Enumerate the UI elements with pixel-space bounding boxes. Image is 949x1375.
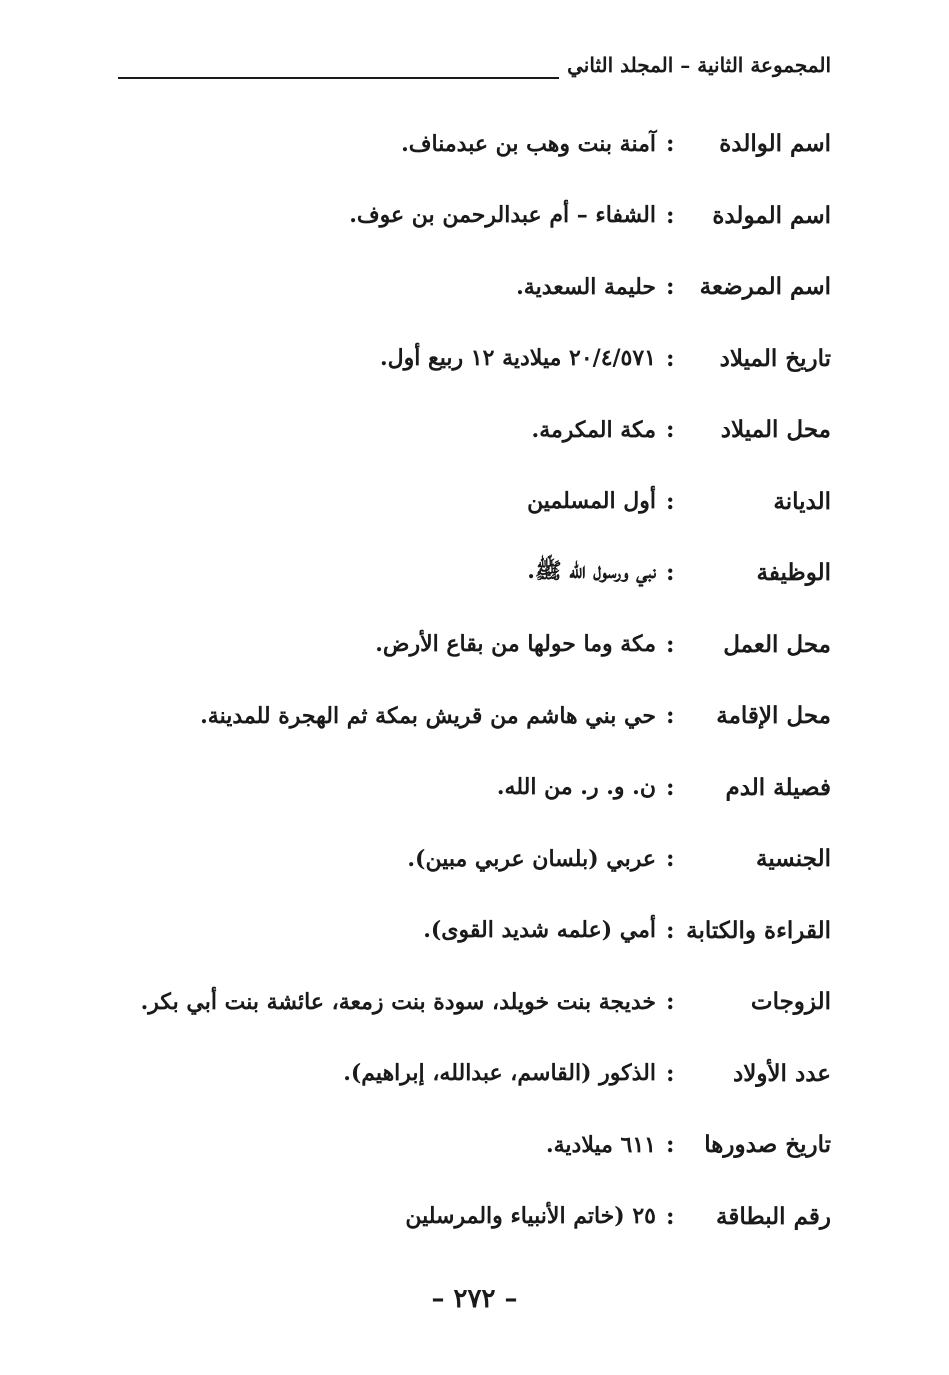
field-value: خديجة بنت خويلد، سودة بنت زمعة، عائشة بنت أبي بكر. (140, 988, 656, 1015)
field-label: محل الإقامة : (666, 702, 831, 730)
field-value: عربي (بلسان عربي مبين). (407, 845, 656, 872)
field-row-nationality (111, 823, 831, 895)
field-label: عدد الأولاد : (666, 1059, 831, 1087)
field-value: ٢٠/٤/٥٧١ ميلادية ١٢ ربيع أول. (380, 345, 656, 372)
field-value: نبي ورسول الله ﷺ. (527, 557, 656, 584)
field-value: الذكور (القاسم، عبدالله، إبراهيم). (343, 1060, 656, 1087)
field-row-issue-date (111, 1109, 831, 1181)
field-label: اسم المولدة : (666, 201, 831, 229)
running-header (118, 50, 831, 86)
field-row-blood-type (111, 752, 831, 824)
field-value: ٢٥ (خاتم الأنبياء والمرسلين (405, 1203, 656, 1230)
field-label: الوظيفة : (666, 559, 831, 587)
field-row-literacy (111, 895, 831, 967)
field-value: حليمة السعدية. (516, 273, 656, 300)
field-row-religion (111, 466, 831, 538)
field-value: آمنة بنت وهب بن عبدمناف. (401, 130, 656, 157)
field-row-midwife (111, 180, 831, 252)
field-label: تاريخ صدورها : (666, 1131, 831, 1159)
field-row-wives (111, 966, 831, 1038)
field-label: محل العمل : (666, 630, 831, 658)
field-label: الزوجات : (666, 988, 831, 1016)
field-label: اسم الوالدة : (666, 130, 831, 158)
field-label: فصيلة الدم : (666, 773, 831, 801)
field-label: رقم البطاقة : (666, 1202, 831, 1230)
field-label: محل الميلاد : (666, 416, 831, 444)
field-row-wet-nurse (111, 251, 831, 323)
id-card-fields (111, 108, 831, 1252)
field-row-workplace (111, 609, 831, 681)
field-row-mother (111, 108, 831, 180)
field-row-card-number (111, 1181, 831, 1253)
field-value: أمي (علمه شديد القوى). (423, 917, 656, 944)
field-value: ٦١١ ميلادية. (545, 1131, 656, 1158)
field-label: القراءة والكتابة : (666, 916, 831, 944)
field-row-birth-place (111, 394, 831, 466)
page-number: – ٢٧٢ – (431, 1284, 518, 1314)
field-label: الجنسية : (666, 845, 831, 873)
field-row-occupation (111, 537, 831, 609)
field-value: حي بني هاشم من قريش بمكة ثم الهجرة للمدينة. (200, 702, 656, 729)
field-row-children (111, 1038, 831, 1110)
field-label: تاريخ الميلاد : (666, 344, 831, 372)
field-value: أول المسلمين (527, 488, 656, 515)
field-value: الشفاء – أم عبدالرحمن بن عوف. (349, 202, 656, 229)
field-value: مكة وما حولها من بقاع الأرض. (375, 631, 656, 658)
field-value: ن. و. ر. من الله. (496, 774, 656, 801)
field-value: مكة المكرمة. (531, 416, 656, 443)
field-row-birth-date (111, 323, 831, 395)
field-label: اسم المرضعة : (666, 273, 831, 301)
field-row-residence (111, 680, 831, 752)
field-label: الديانة : (666, 487, 831, 515)
header-title: المجموعة الثانية – المجلد الثاني (559, 50, 831, 80)
